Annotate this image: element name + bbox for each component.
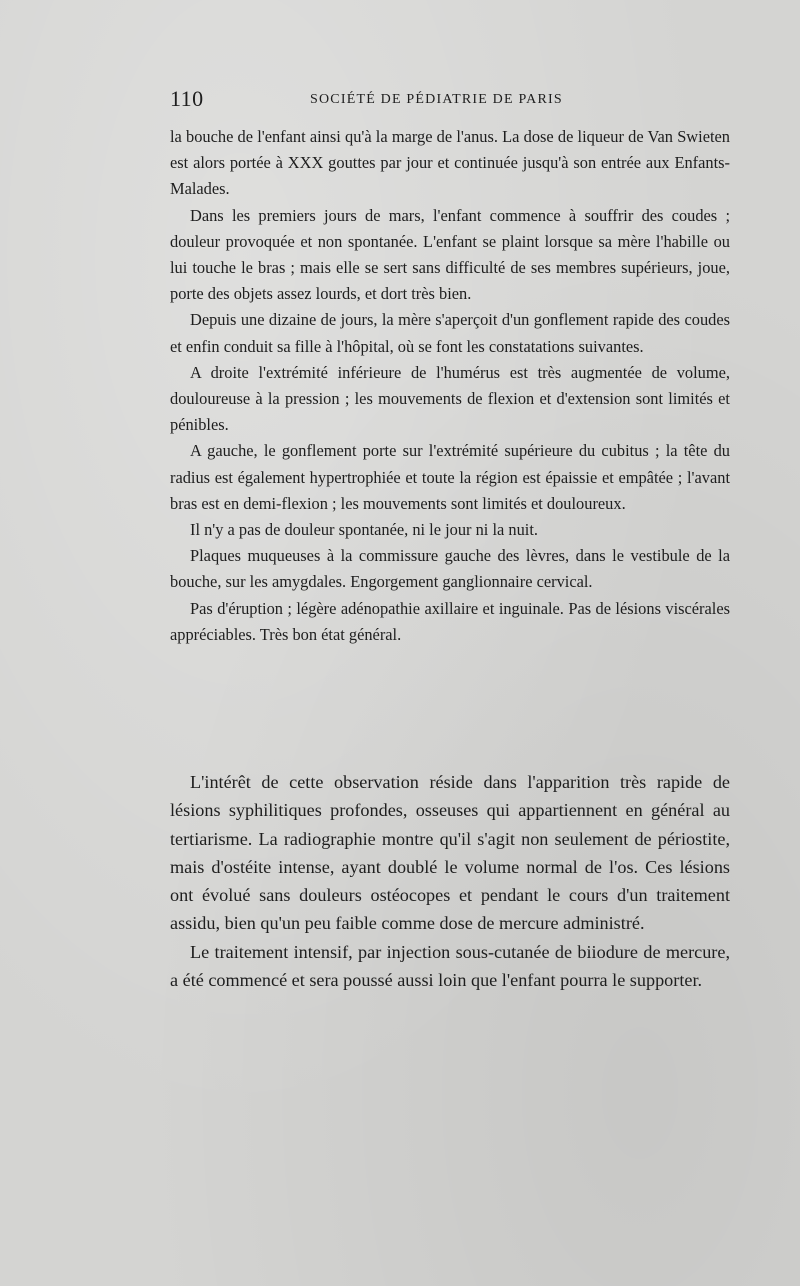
paragraph: Pas d'éruption ; légère adénopathie axillaire et inguinale. Pas de lésions viscérales appréciables. Très bon état général. bbox=[170, 598, 730, 644]
paragraph: L'intérêt de cette observation réside dans l'apparition très rapide de lésions syphilitiques profondes, osseuses qui appartiennent en général au tertiarisme. La radiographie montre qu'il s'agit non seulement de périostite, mais d'ostéite intense, ayant doublé le volume normal de l'os. Ces lésions ont évolué sans douleurs ostéocopes et pendant le cours d'un traitement assidu, bien qu'un peu faible comme dose de mercure administré. bbox=[170, 772, 730, 934]
paragraph: Dans les premiers jours de mars, l'enfant commence à souffrir des coudes ; douleur provoquée et non spontanée. L'enfant se plaint lorsque sa mère l'habille ou lui touche le bras ; mais elle se sert sans difficulté de ses membres supérieurs, joue, porte des objets assez lourds, et dort très bien. bbox=[170, 205, 730, 304]
observation-section bbox=[170, 124, 730, 648]
paragraph: la bouche de l'enfant ainsi qu'à la marge de l'anus. La dose de liqueur de Van Swieten est alors portée à XXX gouttes par jour et continuée jusqu'à son entrée aux Enfants-Malades. bbox=[170, 127, 730, 199]
paragraph: Depuis une dizaine de jours, la mère s'aperçoit d'un gonflement rapide des coudes et enfin conduit sa fille à l'hôpital, où se font les constatations suivantes. bbox=[170, 310, 730, 356]
page-header bbox=[170, 86, 730, 116]
page-number: 110 bbox=[170, 86, 204, 111]
paragraph: Le traitement intensif, par injection sous-cutanée de biiodure de mercure, a été commencé et sera poussé aussi loin que l'enfant pourra le supporter. bbox=[170, 941, 730, 991]
paragraph: Il n'y a pas de douleur spontanée, ni le jour ni la nuit. bbox=[190, 520, 538, 540]
paragraph: A droite l'extrémité inférieure de l'humérus est très augmentée de volume, douloureuse à la pression ; les mouvements de flexion et d'extension sont limités et pénibles. bbox=[170, 362, 730, 435]
paragraph: A gauche, le gonflement porte sur l'extrémité supérieure du cubitus ; la tête du radius est également hypertrophiée et toute la région est épaissie et empâtée ; l'avant bras est en demi-flexion ; les mouvements sont limités et douloureux. bbox=[170, 441, 730, 513]
paragraph: Plaques muqueuses à la commissure gauche des lèvres, dans le vestibule de la bouche, sur les amygdales. Engorgement ganglionnaire cervical. bbox=[170, 546, 730, 592]
commentary-section bbox=[170, 768, 730, 994]
running-head: SOCIÉTÉ DE PÉDIATRIE DE PARIS bbox=[310, 92, 563, 107]
